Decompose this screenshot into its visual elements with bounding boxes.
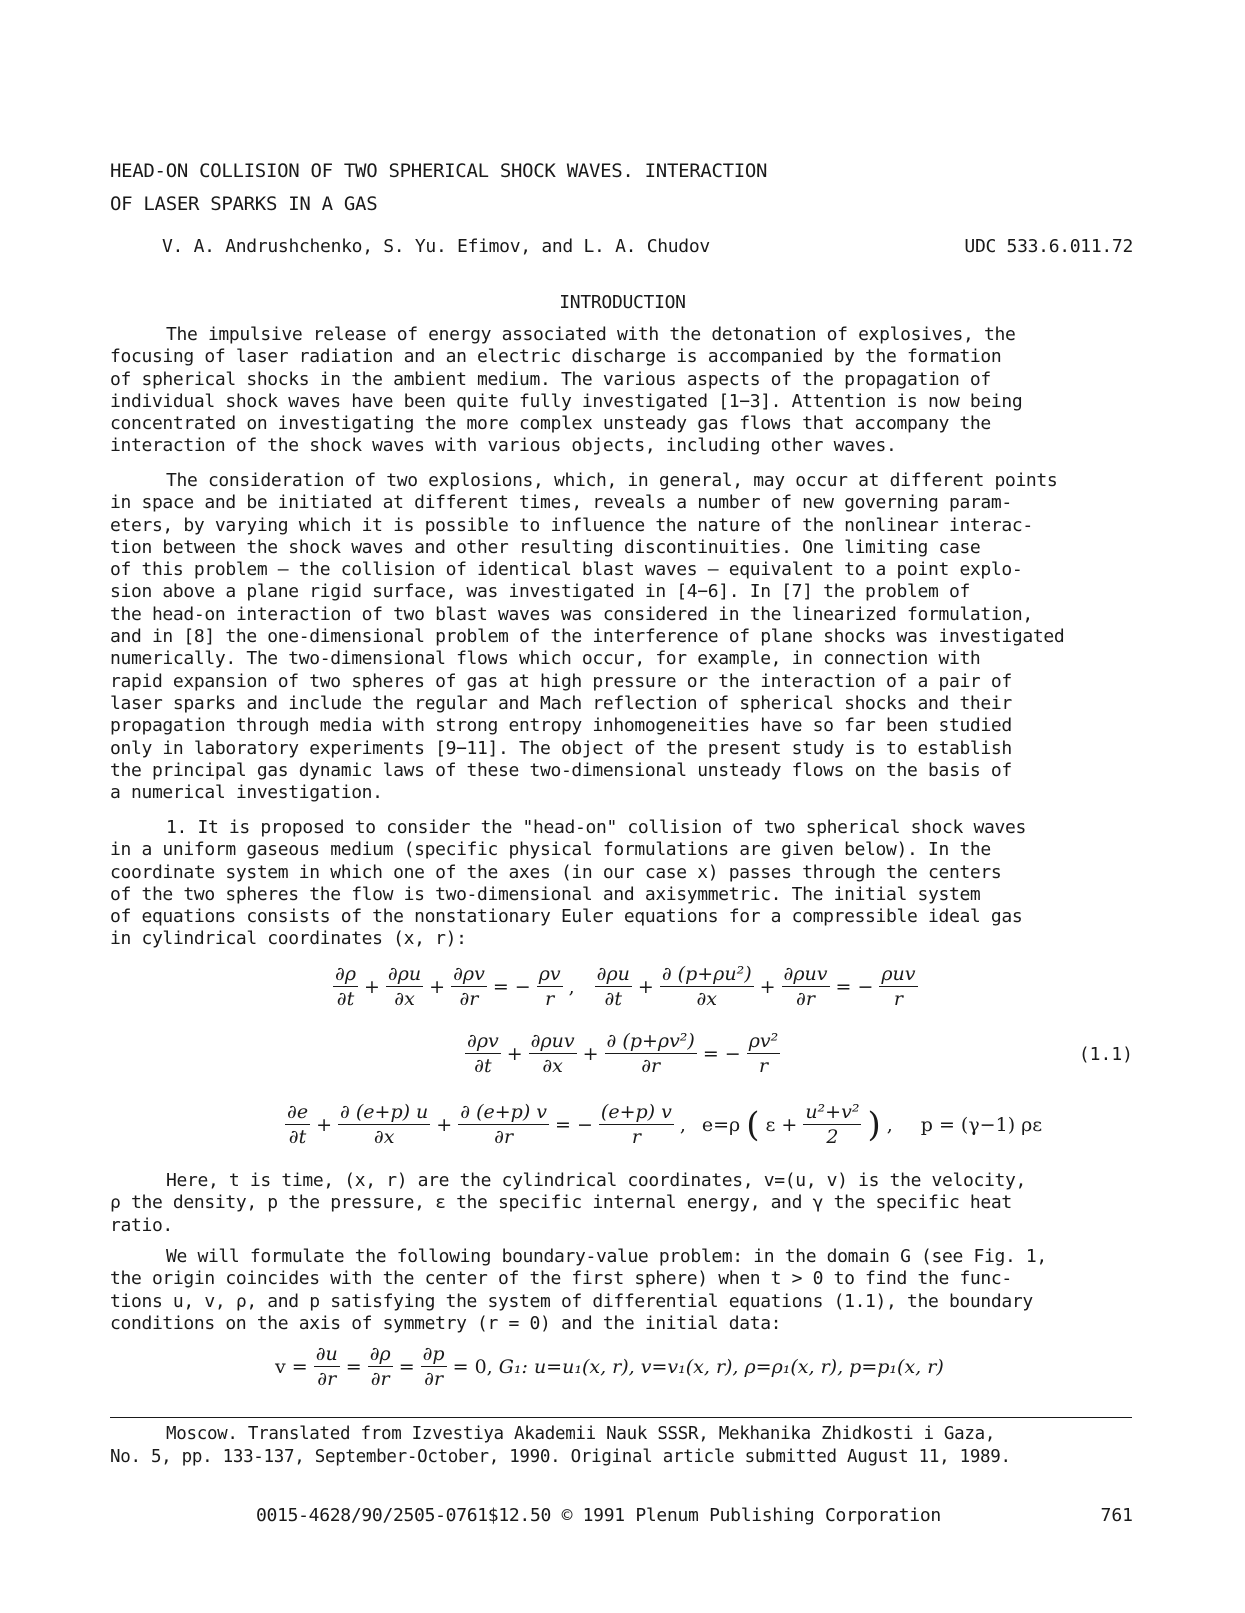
fraction: $\frac{\partial\rho}{\partial r}$ (369, 1343, 391, 1390)
equation-momentum-r: $\frac{\partial\rho v}{\partial t}$ + $\frac{\text{∂ρuv}}{\partial x}$ + $\frac{\text{∂ (p+ρv²)}}{\partial r}$ = − $\frac{\text{ρv²}}{r}$ (467, 1030, 779, 1077)
text-line: rapid expansion of two spheres of gas at high pressure or the interaction of a pair of (110, 670, 1012, 692)
fraction: $\frac{\partial\rho u}{\partial x}$ (387, 963, 422, 1010)
fraction: $\frac{\partial (e+p) u}{\partial x}$ (340, 1101, 429, 1148)
text-line: in space and be initiated at different times, reveals a number of new governing param- (110, 492, 1012, 514)
fraction: $\frac{\partial\rho u}{\partial t}$ (596, 963, 630, 1010)
text-line: ratio. (110, 1214, 173, 1236)
fraction: $\frac{\partial p}{\partial r}$ (422, 1343, 445, 1390)
text-line: The impulsive release of energy associated with the detonation of explosives, the (166, 324, 1016, 345)
text-line: coordinate system in which one of the axes (in our case x) passes through the centers (110, 861, 1002, 883)
fraction: $\frac{\partial e}{\partial t}$ (287, 1101, 309, 1148)
equation-number: (1.1) (1078, 1044, 1133, 1065)
fraction: $\frac{\text{∂ (p+ρv²)}}{\partial r}$ (606, 1030, 695, 1077)
equation-boundary-conditions: v = $\frac{\partial u}{\partial r}$ = $\frac{\partial\rho}{\partial r}$ = $\frac{\partial p}{\partial r}$ = 0, G₁: u=u₁(x, r), v=v₁(x, r), ρ=ρ₁(x, r), p=p₁(x, r) (275, 1343, 944, 1390)
fraction: $\frac{\partial\rho}{\partial t}$ (335, 963, 356, 1010)
text-line: the head-on interaction of two blast waves was considered in the linearized formulation, (110, 603, 1033, 625)
fraction: $\frac{\text{∂ρuv}}{\partial r}$ (783, 963, 828, 1010)
footnote-line: No. 5, pp. 133-137, September-October, 1990. Original article submitted August 11, 1989. (110, 1447, 1011, 1467)
fraction: $\frac{\partial u}{\partial r}$ (315, 1343, 338, 1390)
text-line: 1. It is proposed to consider the "head-on" collision of two spherical shock waves (166, 817, 1026, 838)
text-line: the origin coincides with the center of the first sphere) when t > 0 to find the func- (110, 1268, 1012, 1290)
text-line: The consideration of two explosions, which, in general, may occur at different points (166, 470, 1058, 491)
fraction: $\frac{\partial (e+p) v}{\partial r}$ (460, 1101, 548, 1148)
section-heading: INTRODUCTION (559, 292, 686, 313)
text-line: of spherical shocks in the ambient medium. The various aspects of the propagation of (110, 368, 991, 390)
fraction: $\frac{\text{u²+v²}}{2}$ (805, 1101, 860, 1148)
text-line: concentrated on investigating the more complex unsteady gas flows that accompany the (110, 413, 991, 435)
text-line: tion between the shock waves and other resulting discontinuities. One limiting case (110, 536, 981, 558)
text-line: ρ the density, p the pressure, ε the specific internal energy, and γ the specific heat (110, 1192, 1012, 1214)
fraction: $\frac{(e+p) v}{r}$ (600, 1101, 672, 1148)
text-line: of this problem — the collision of identical blast waves — equivalent to a point explo- (110, 559, 1023, 581)
text-line: propagation through media with strong entropy inhomogeneities have so far been studied (110, 715, 1012, 737)
equation-continuity-momentum-x: $\frac{\partial\rho}{\partial t}$ + $\frac{\partial\rho u}{\partial x}$ + $\frac{\partial\rho v}{\partial r}$ = − $\frac{\rho v}{r}$ , $\frac{\partial\rho u}{\partial t}$ + $\frac{\text{∂ (p+ρu²)}}{\partial x}$ + $\frac{\text{∂ρuv}}{\partial r}$ = − $\frac{\text{ρuv}}{r}$ (335, 963, 916, 1010)
fraction: $\frac{\rho v}{r}$ (538, 963, 561, 1010)
text-line: numerically. The two-dimensional flows which occur, for example, in connection with (110, 648, 981, 670)
fraction: $\frac{\text{∂ (p+ρu²)}}{\partial x}$ (661, 963, 752, 1010)
text-line: individual shock waves have been quite fully investigated [1−3]. Attention is now being (110, 390, 1023, 412)
text-line: in cylindrical coordinates (x, r): (110, 928, 467, 950)
paragraph-1 (110, 324, 1140, 458)
paragraph-3 (110, 817, 1140, 951)
text-line: We will formulate the following boundary-value problem: in the domain G (see Fig. 1, (166, 1246, 1047, 1267)
text-line: tions u, v, ρ, and p satisfying the system of differential equations (1.1), the boundary (110, 1290, 1033, 1312)
paragraph-5 (110, 1246, 1140, 1335)
article-title (110, 155, 767, 221)
equation-energy: $\frac{\partial e}{\partial t}$ + $\frac{\partial (e+p) u}{\partial x}$ + $\frac{\partial (e+p) v}{\partial r}$ = − $\frac{(e+p) v}{r}$ , e=ρ ( ε + $\frac{\text{u²+v²}}{2}$ ) , p = (γ−1) ρε (287, 1101, 1043, 1148)
text-line: and in [8] the one-dimensional problem of the interference of plane shocks was investigated (110, 626, 1065, 648)
title-line-1: HEAD-ON COLLISION OF TWO SPHERICAL SHOCK WAVES. INTERACTION (110, 160, 768, 182)
text-line: conditions on the axis of symmetry (r = 0) and the initial data: (110, 1312, 782, 1334)
fraction: $\frac{\text{ρv²}}{r}$ (748, 1030, 779, 1077)
text-line: a numerical investigation. (110, 782, 383, 804)
text-line: laser sparks and include the regular and Mach reflection of spherical shocks and their (110, 692, 1012, 714)
title-line-2: OF LASER SPARKS IN A GAS (110, 193, 378, 215)
paragraph-2 (110, 470, 1140, 804)
text-line: in a uniform gaseous medium (specific physical formulations are given below). In the (110, 839, 991, 861)
text-line: the principal gas dynamic laws of these two-dimensional unsteady flows on the basis of (110, 759, 1012, 781)
text-line: focusing of laser radiation and an electric discharge is accompanied by the formation (110, 346, 1002, 368)
footnote-divider (110, 1417, 1132, 1418)
fraction: $\frac{\partial\rho v}{\partial t}$ (467, 1030, 499, 1077)
page-number: 761 (1100, 1505, 1133, 1526)
text-line: of the two spheres the flow is two-dimensional and axisymmetric. The initial system (110, 883, 981, 905)
paragraph-4 (110, 1170, 1140, 1237)
authors: V. A. Andrushchenko, S. Yu. Efimov, and L. A. Chudov (162, 236, 710, 257)
fraction: $\frac{\partial\rho v}{\partial r}$ (453, 963, 485, 1010)
footnote-line: Moscow. Translated from Izvestiya Akademii Nauk SSSR, Mekhanika Zhidkosti i Gaza, (166, 1424, 996, 1444)
footnote (110, 1423, 1011, 1469)
udc-code: UDC 533.6.011.72 (964, 236, 1133, 257)
text-line: interaction of the shock waves with various objects, including other waves. (110, 435, 897, 457)
text-line: eters, by varying which it is possible to influence the nature of the nonlinear interac- (110, 514, 1033, 536)
text-line: Here, t is time, (x, r) are the cylindrical coordinates, v=(u, v) is the velocity, (166, 1170, 1026, 1191)
fraction: $\frac{\text{∂ρuv}}{\partial x}$ (530, 1030, 575, 1077)
fraction: $\frac{\text{ρuv}}{r}$ (881, 963, 916, 1010)
text-line: only in laboratory experiments [9−11]. The object of the present study is to establish (110, 737, 1012, 759)
text-line: of equations consists of the nonstationary Euler equations for a compressible ideal gas (110, 906, 1023, 928)
copyright-line: 0015-4628/90/2505-0761$12.50 © 1991 Plenum Publishing Corporation (256, 1505, 941, 1526)
text-line: sion above a plane rigid surface, was investigated in [4−6]. In [7] the problem of (110, 581, 970, 603)
